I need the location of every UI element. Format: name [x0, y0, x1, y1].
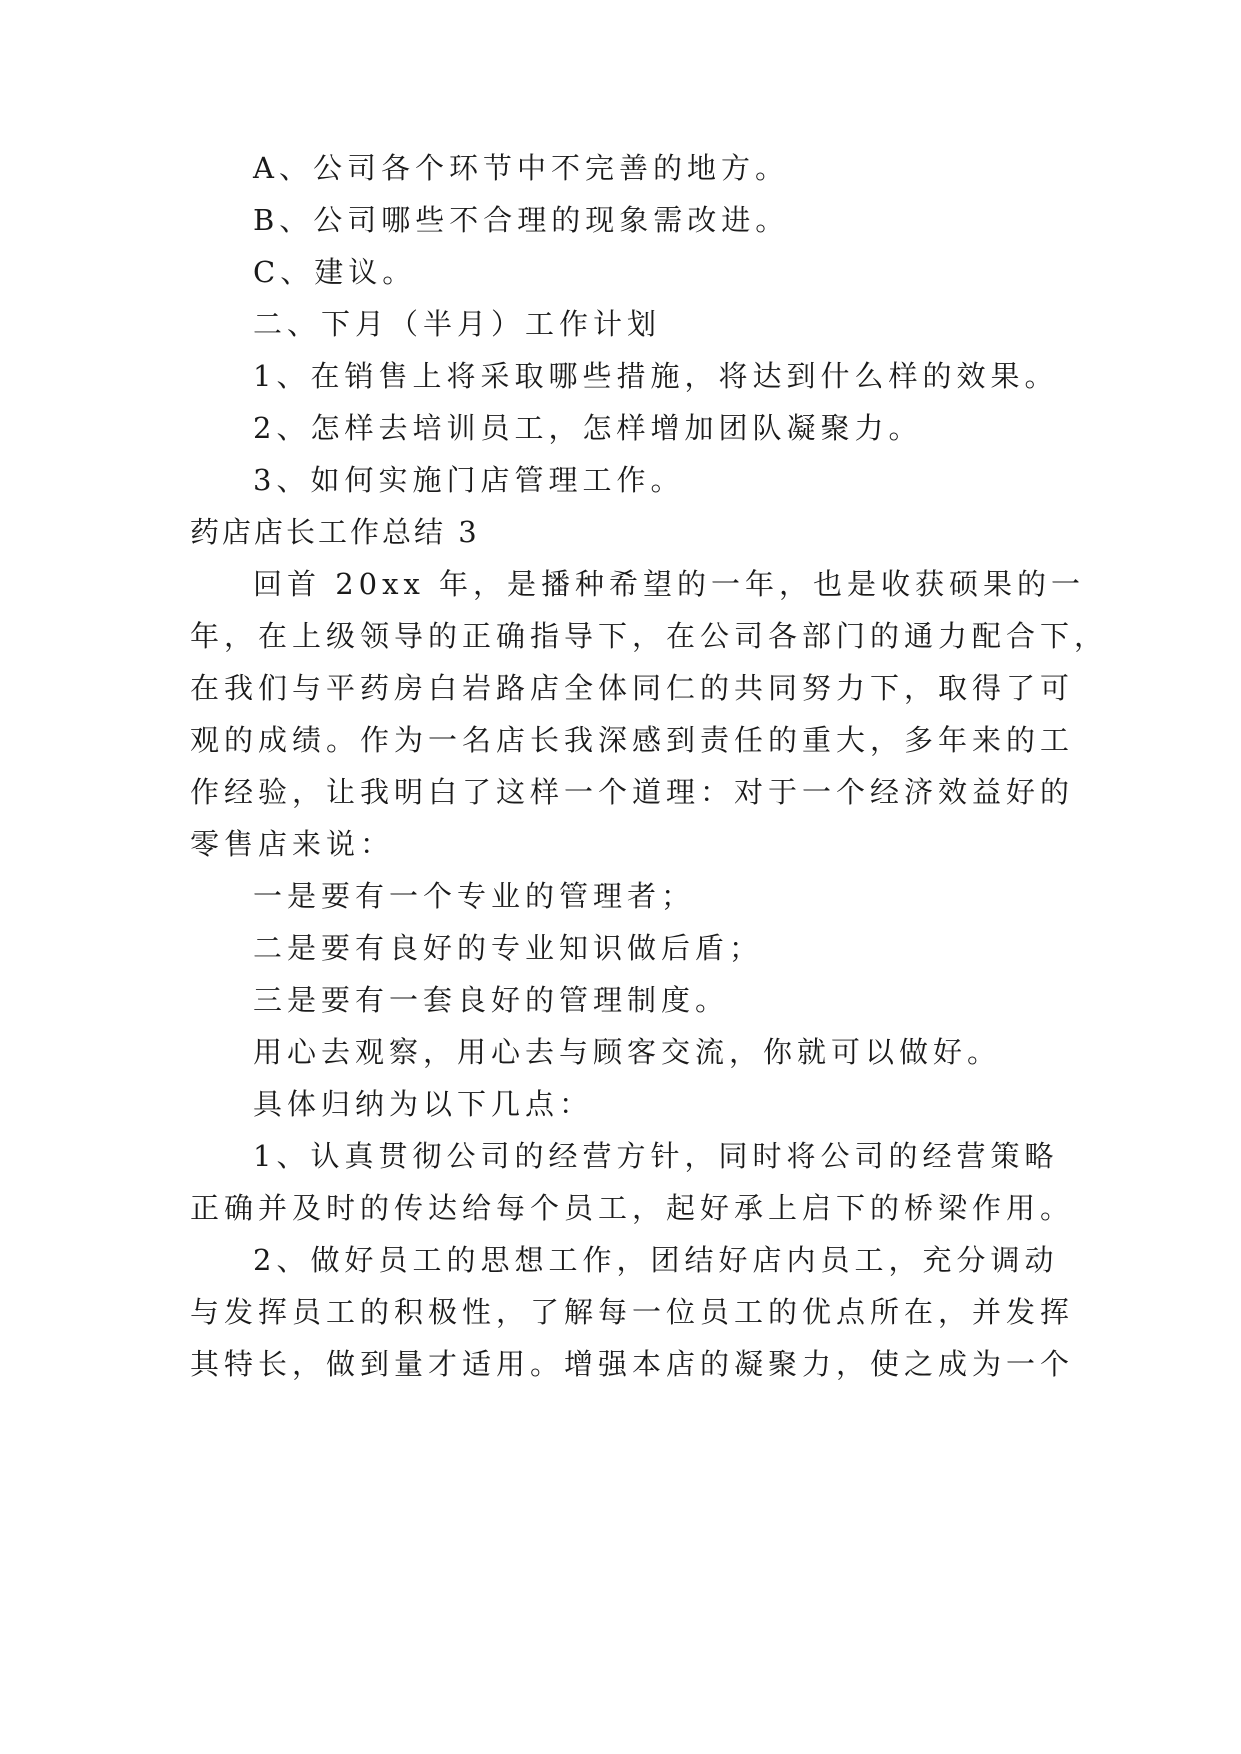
plan-item-3: 3、如何实施门店管理工作。: [253, 463, 685, 497]
point-item: 三是要有一套良好的管理制度。: [253, 983, 730, 1017]
list-item-a: A、公司各个环节中不完善的地方。: [253, 151, 789, 185]
paragraph-line: 其特长，做到量才适用。增强本店的凝聚力，使之成为一个: [190, 1347, 1075, 1381]
list-item-c: C、建议。: [253, 255, 417, 289]
paragraph-line: 零售店来说：: [190, 827, 395, 861]
plan-heading: 二、下月（半月）工作计划: [253, 307, 662, 341]
paragraph-line: 1、认真贯彻公司的经营方针，同时将公司的经营策略: [253, 1139, 1059, 1173]
paragraph-line: 作经验，让我明白了这样一个道理：对于一个经济效益好的: [190, 775, 1075, 809]
section-title: 药店店长工作总结 3: [190, 515, 480, 549]
paragraph-line: 回首 20xx 年，是播种希望的一年，也是收获硕果的一: [253, 567, 1086, 601]
paragraph-line: 正确并及时的传达给每个员工，起好承上启下的桥梁作用。: [190, 1191, 1075, 1225]
point-item: 一是要有一个专业的管理者；: [253, 879, 696, 913]
plan-item-1: 1、在销售上将采取哪些措施，将达到什么样的效果。: [253, 359, 1059, 393]
paragraph-line: 2、做好员工的思想工作，团结好店内员工，充分调动: [253, 1243, 1059, 1277]
list-item-b: B、公司哪些不合理的现象需改进。: [253, 203, 790, 237]
paragraph-line: 与发挥员工的积极性，了解每一位员工的优点所在，并发挥: [190, 1295, 1075, 1329]
paragraph-line: 年，在上级领导的正确指导下，在公司各部门的通力配合下，: [190, 619, 1109, 653]
plan-item-2: 2、怎样去培训员工，怎样增加团队凝聚力。: [253, 411, 923, 445]
paragraph-line: 在我们与平药房白岩路店全体同仁的共同努力下，取得了可: [190, 671, 1075, 705]
point-item: 二是要有良好的专业知识做后盾；: [253, 931, 764, 965]
paragraph-line: 具体归纳为以下几点：: [253, 1087, 594, 1121]
paragraph-line: 观的成绩。作为一名店长我深感到责任的重大，多年来的工: [190, 723, 1075, 757]
paragraph-line: 用心去观察，用心去与顾客交流，你就可以做好。: [253, 1035, 1002, 1069]
